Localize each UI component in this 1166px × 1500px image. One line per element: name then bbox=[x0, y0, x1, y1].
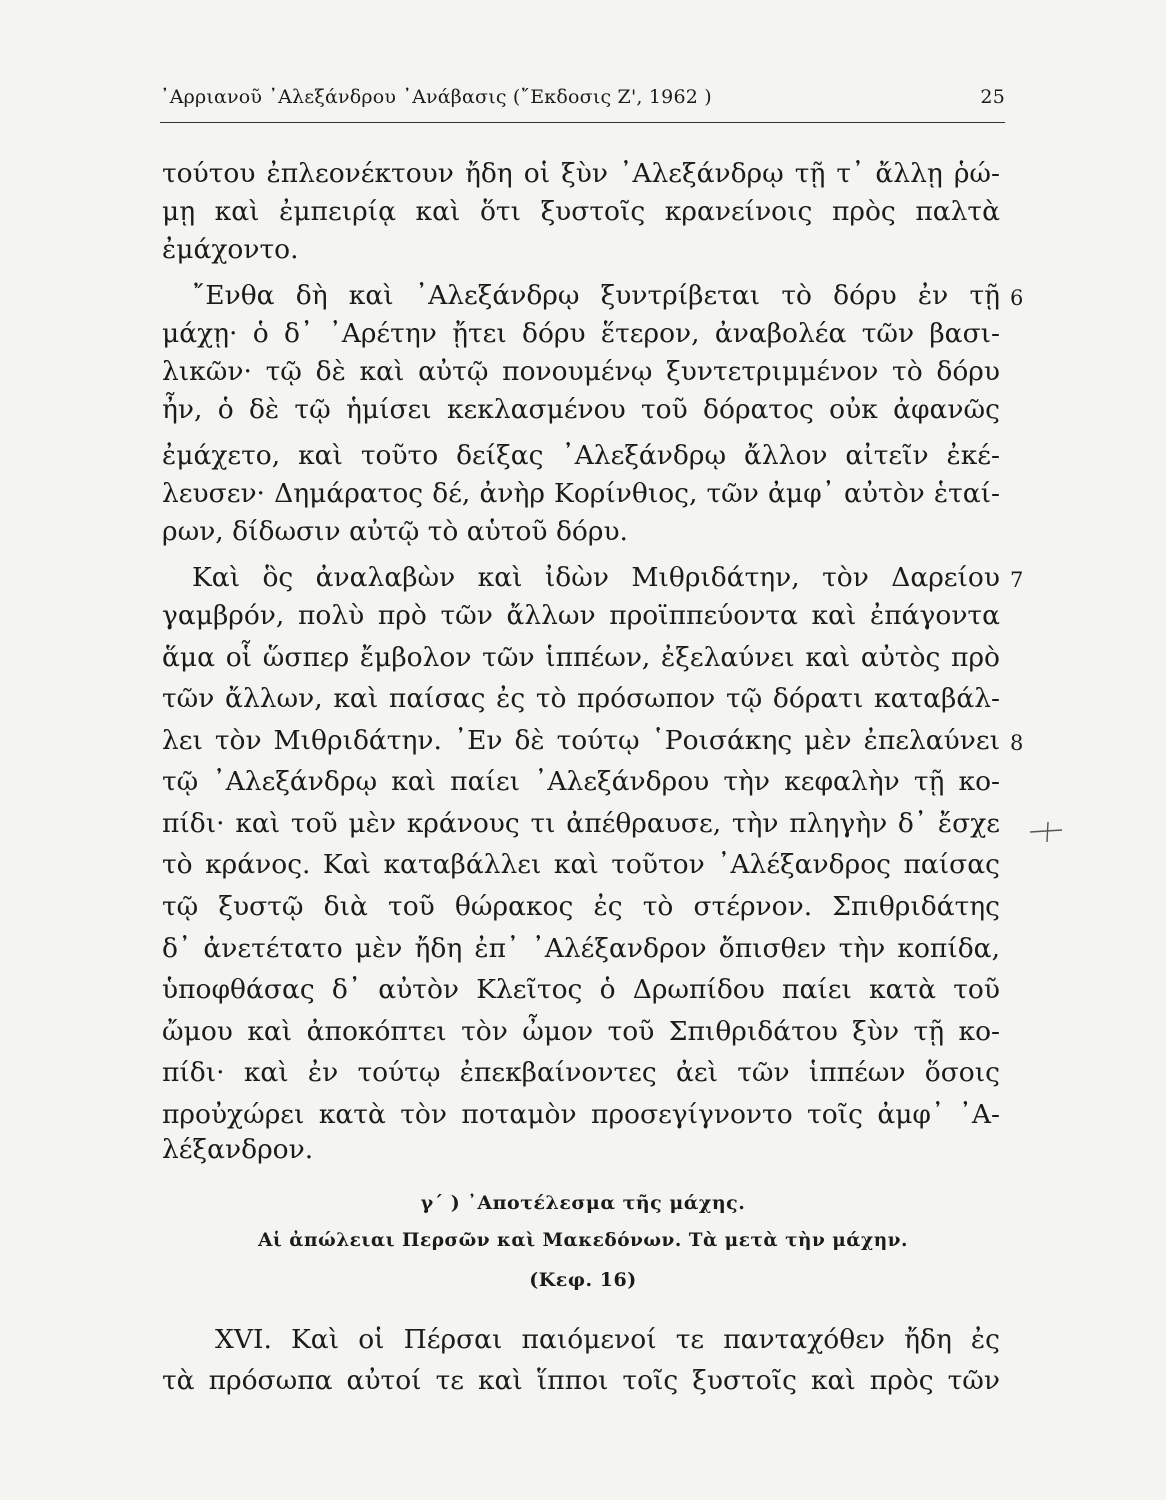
text-line: μάχῃ· ὁ δ᾿ ᾿Αρέτην ᾔτει δόρυ ἕτερον, ἀναβολέα τῶν βασι- bbox=[162, 318, 1000, 349]
text-line: πίδι· καὶ ἐν τούτῳ ἐπεκβαίνοντες ἀεὶ τῶν ἱππέων ὅσοις bbox=[162, 1057, 1000, 1088]
chapter-line: XVI. Καὶ οἱ Πέρσαι παιόμενοί τε πανταχόθεν ἤδη ἐς bbox=[215, 1324, 1000, 1355]
margin-number: 7 bbox=[1010, 568, 1024, 592]
text-line: ἅμα οἷ ὥσπερ ἔμβολον τῶν ἱππέων, ἐξελαύνει καὶ αὐτὸς πρὸ bbox=[162, 642, 1000, 673]
text-line: ὑποφθάσας δ᾿ αὐτὸν Κλεῖτος ὁ Δρωπίδου παίει κατὰ τοῦ bbox=[162, 974, 1000, 1005]
header-rule bbox=[160, 122, 1005, 123]
chapter-line: τὰ πρόσωπα αὐτοί τε καὶ ἵπποι τοῖς ξυστοῖς καὶ πρὸς τῶν bbox=[162, 1365, 1000, 1396]
section-heading-line3: (Κεφ. 16) bbox=[529, 1269, 637, 1291]
text-line: γαμβρόν, πολὺ πρὸ τῶν ἄλλων προϊππεύοντα καὶ ἐπάγοντα bbox=[162, 600, 1000, 631]
margin-number: 6 bbox=[1010, 286, 1024, 310]
margin-number: 8 bbox=[1010, 731, 1024, 755]
margin-cross-mark bbox=[1028, 820, 1064, 842]
text-line: τῷ ξυστῷ διὰ τοῦ θώρακος ἐς τὸ στέρνον. Σπιθριδάτης bbox=[162, 891, 1000, 922]
page-number: 25 bbox=[980, 86, 1005, 108]
text-line: λευσεν· Δημάρατος δέ, ἀνὴρ Κορίνθιος, τῶν ἀμφ᾿ αὐτὸν ἑταί- bbox=[162, 478, 1000, 509]
text-line: ρων, δίδωσιν αὐτῷ τὸ αὑτοῦ δόρυ. bbox=[162, 516, 628, 547]
text-line: ἦν, ὁ δὲ τῷ ἡμίσει κεκλασμένου τοῦ δόρατος οὐκ ἀφανῶς bbox=[162, 394, 1000, 425]
running-header bbox=[160, 86, 1005, 108]
text-line: μῃ καὶ ἐμπειρίᾳ καὶ ὅτι ξυστοῖς κρανείνοις πρὸς παλτὰ bbox=[162, 196, 1000, 227]
text-line: ὤμου καὶ ἀποκόπτει τὸν ὦμον τοῦ Σπιθριδάτου ξὺν τῇ κο- bbox=[162, 1016, 1000, 1047]
section-heading-line2: Αἱ ἀπώλειαι Περσῶν καὶ Μακεδόνων. Τὰ μετὰ τὴν μάχην. bbox=[258, 1230, 908, 1251]
text-line: τῷ ᾿Αλεξάνδρῳ καὶ παίει ᾿Αλεξάνδρου τὴν κεφαλὴν τῇ κο- bbox=[162, 766, 1000, 797]
text-line: ῎Ενθα δὴ καὶ ᾿Αλεξάνδρῳ ξυντρίβεται τὸ δόρυ ἐν τῇ bbox=[192, 280, 1000, 311]
text-line: λέξανδρον. bbox=[162, 1134, 314, 1165]
text-line: ἐμάχοντο. bbox=[162, 234, 299, 265]
text-line: τὸ κράνος. Καὶ καταβάλλει καὶ τοῦτον ᾿Αλέξανδρος παίσας bbox=[162, 849, 1000, 880]
text-line: ἐμάχετο, καὶ τοῦτο δείξας ᾿Αλεξάνδρῳ ἄλλον αἰτεῖν ἐκέ- bbox=[162, 440, 1000, 471]
section-heading-line1: γ΄ ) ᾿Αποτέλεσμα τῆς μάχης. bbox=[420, 1192, 746, 1214]
text-line: προὐχώρει κατὰ τὸν ποταμὸν προσεγίγνοντο τοῖς ἀμφ᾿ ᾿Α- bbox=[162, 1099, 1000, 1130]
text-line: λει τὸν Μιθριδάτην. ᾿Εν δὲ τούτῳ ῾Ροισάκης μὲν ἐπελαύνει bbox=[162, 725, 1000, 756]
text-line: Καὶ ὃς ἀναλαβὼν καὶ ἰδὼν Μιθριδάτην, τὸν Δαρείου bbox=[192, 562, 1000, 593]
text-line: δ᾿ ἀνετέτατο μὲν ἤδη ἐπ᾿ ᾿Αλέξανδρον ὄπισθεν τὴν κοπίδα, bbox=[162, 933, 1000, 964]
header-title: ᾿Αρριανοῦ ᾿Αλεξάνδρου ᾿Ανάβασις (῎Εκδοσις Ζ', 1962 ) bbox=[160, 86, 712, 108]
text-line: πίδι· καὶ τοῦ μὲν κράνους τι ἀπέθραυσε, τὴν πληγὴν δ᾿ ἔσχε bbox=[162, 808, 1000, 839]
text-line: τούτου ἐπλεονέκτουν ἤδη οἱ ξὺν ᾿Αλεξάνδρῳ τῇ τ᾿ ἄλλῃ ῥώ- bbox=[162, 158, 1000, 189]
text-line: τῶν ἄλλων, καὶ παίσας ἐς τὸ πρόσωπον τῷ δόρατι καταβάλ- bbox=[162, 683, 1000, 714]
text-line: λικῶν· τῷ δὲ καὶ αὐτῷ πονουμένῳ ξυντετριμμένον τὸ δόρυ bbox=[162, 356, 1000, 387]
